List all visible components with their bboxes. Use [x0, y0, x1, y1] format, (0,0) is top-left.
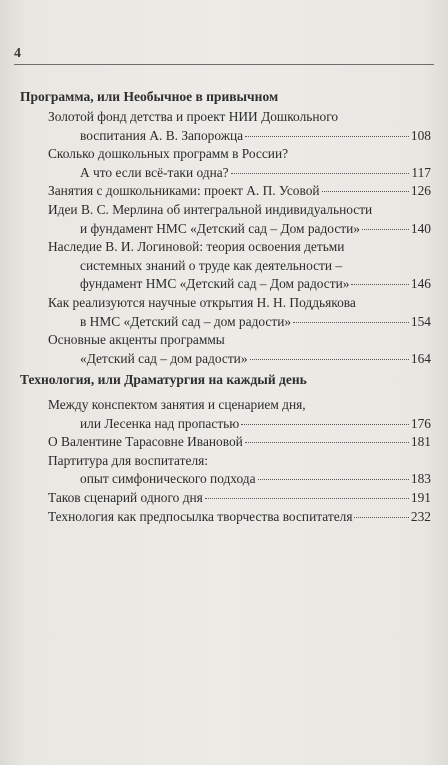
toc-entry	[48, 452, 431, 489]
dot-leader	[205, 498, 409, 499]
toc-entry-last-line	[48, 313, 431, 332]
toc-entry-text: фундамент НМС «Детский сад – Дом радости»	[80, 276, 350, 292]
toc-entry-text: в НМС «Детский сад – дом радости»	[80, 313, 292, 329]
toc-entry-text: Основные акценты программы	[48, 332, 225, 348]
toc-entry-line	[48, 396, 431, 415]
toc-entry-text: Между конспектом занятия и сценарием дня,	[48, 397, 306, 412]
toc-entry	[48, 108, 431, 145]
toc-entry-text: или Лесенка над пропастью	[80, 415, 240, 431]
toc-page-number: 181	[410, 434, 431, 450]
toc-entry-last-line	[48, 415, 431, 434]
toc-entry-text: опыт симфонического подхода	[80, 471, 256, 487]
toc-entry-line	[48, 108, 431, 127]
toc-entry-text: Сколько дошкольных программ в России?	[48, 146, 289, 162]
toc-entry-last-line	[48, 470, 431, 489]
toc-entry-last-line	[48, 433, 431, 452]
section-title-technology: Технология, или Драматургия на каждый день	[20, 372, 307, 387]
dot-leader	[241, 424, 409, 425]
toc-entry-line	[48, 145, 431, 164]
toc-entries-program	[48, 108, 431, 368]
toc-entry-text: Как реализуются научные открытия Н. Н. Поддьякова	[48, 294, 356, 310]
dot-leader	[245, 136, 409, 137]
dot-leader	[351, 284, 408, 285]
dot-leader	[231, 173, 410, 174]
toc-entry-last-line	[48, 182, 431, 201]
toc-entry	[48, 331, 431, 368]
toc-entry-text: Наследие В. И. Логиновой: теория освоения детьми	[48, 239, 345, 255]
toc-page-number: 176	[410, 415, 431, 431]
toc-entry	[48, 201, 431, 238]
toc-entry-text: Занятия с дошкольниками: проект А. П. Усовой	[48, 183, 320, 199]
toc-page-number: 126	[410, 183, 431, 199]
dot-leader	[354, 517, 408, 518]
toc-entry	[48, 294, 431, 331]
toc-entry-last-line	[48, 164, 431, 183]
toc-page-number: 154	[410, 313, 431, 329]
dot-leader	[258, 479, 409, 480]
toc-entry-text: системных знаний о труде как деятельности –	[80, 257, 343, 273]
toc-entry-line	[48, 201, 431, 220]
toc-entry-line	[48, 331, 431, 350]
toc-entry-text: «Детский сад – дом радости»	[80, 350, 248, 366]
dot-leader	[293, 322, 409, 323]
page-number: 4	[14, 46, 21, 61]
toc-entry	[48, 489, 431, 508]
dot-leader	[250, 359, 409, 360]
toc-page-number: 117	[411, 164, 431, 180]
toc-entry-line	[48, 294, 431, 313]
toc-entry-last-line	[48, 127, 431, 146]
toc-entry	[48, 396, 431, 433]
toc-page-number: 191	[410, 489, 431, 505]
toc-page-number: 108	[410, 127, 431, 143]
toc-entry-text: и фундамент НМС «Детский сад – Дом радости»	[80, 220, 360, 236]
toc-entry-last-line	[48, 220, 431, 239]
toc-entry-last-line	[48, 350, 431, 369]
toc-entry-line	[48, 452, 431, 471]
toc-entry	[48, 433, 431, 452]
toc-entry-last-line	[48, 508, 431, 527]
toc-entry	[48, 508, 431, 527]
toc-entry-last-line	[48, 275, 431, 294]
toc-entry-text: воспитания А. В. Запорожца	[80, 127, 244, 143]
toc-entry	[48, 145, 431, 182]
toc-entry-line	[48, 238, 431, 257]
toc-entry	[48, 182, 431, 201]
toc-entries-technology	[48, 396, 431, 526]
toc-entry-text: Золотой фонд детства и проект НИИ Дошкольного	[48, 109, 339, 124]
toc-entry-text: Партитура для воспитателя:	[48, 452, 209, 468]
dot-leader	[362, 229, 409, 230]
toc-page-number: 183	[410, 471, 431, 487]
toc-entry-line	[48, 257, 431, 276]
toc-entry-text: А что если всё-таки одна?	[80, 164, 229, 180]
toc-entry-text: О Валентине Тарасовне Ивановой	[48, 434, 243, 450]
header-rule	[14, 64, 434, 65]
dot-leader	[322, 191, 409, 192]
toc-page-number: 232	[410, 508, 431, 524]
toc-entry	[48, 238, 431, 294]
dot-leader	[245, 442, 409, 443]
toc-entry-text: Идеи В. С. Мерлина об интегральной индивидуальности	[48, 201, 373, 217]
section-title-program: Программа, или Необычное в привычном	[20, 89, 279, 104]
toc-page-number: 146	[410, 276, 431, 292]
toc-entry-text: Технология как предпосылка творчества воспитателя	[48, 508, 353, 524]
toc-entry-last-line	[48, 489, 431, 508]
toc-page-number: 164	[410, 350, 431, 366]
toc-page-number: 140	[410, 220, 431, 236]
toc-entry-text: Таков сценарий одного дня	[48, 489, 203, 505]
